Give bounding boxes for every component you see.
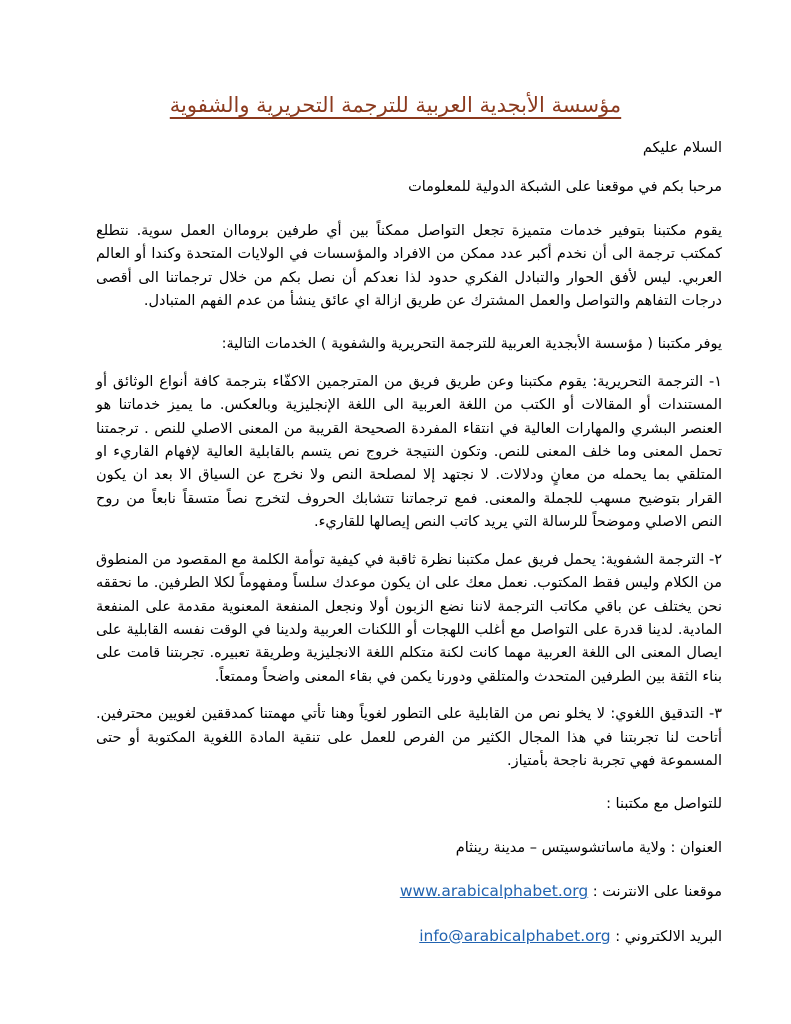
services-intro-text: يوفر مكتبنا ( مؤسسة الأبجدية العربية للترجمة التحريرية والشفوية ) الخدمات التالية: — [221, 336, 722, 353]
intro-paragraph: يقوم مكتبنا بتوفير خدمات متميزة تجعل التواصل ممكناً بين أي طرفين بروماان العمل سوية. نتطلع كمكتب ترجمة الى أن نخدم أكبر عدد ممكن من الافراد والمؤسسات في الولايات المتحدة وكندا أو العالم العربي. ليس لأفق الحوار والتبادل الفكري حدود لذا نعدكم أن نصل بكم من خلال ترجماتنا الى أقصى درجات التفاهم والتواصل والعمل المشترك عن طريق ازالة اي عائق ينشأ من عدم الفهم المتبادل. — [96, 222, 722, 310]
website-label: موقعنا على الانترنت : — [592, 884, 722, 901]
page-title: مؤسسة الأبجدية العربية للترجمة التحريرية والشفوية — [169, 93, 622, 117]
document-body — [96, 137, 722, 949]
welcome-text: مرحبا بكم في موقعنا على الشبكة الدولية للمعلومات — [408, 179, 722, 196]
page-title-container — [0, 90, 791, 120]
service-proofreading-paragraph: ٣- التدقيق اللغوي: لا يخلو نص من القابلية على التطور لغوياً وهنا تأتي مهمتنا كمدققين لغويين محترفين. أتاحت لنا تجربتنا في هذا المجال الكثير من الفرص للعمل على تنقية المادة اللغوية المكتوبة أو حتى المسموعة فهي تجربة ناجحة بأمتياز. — [96, 706, 722, 769]
service-translation-paragraph: ١- الترجمة التحريرية: يقوم مكتبنا وعن طريق فريق من المترجمين الاكفّاء بترجمة كافة أنواع الوثائق أو المستندات أو المقالات أو الكتب من اللغة العربية الى اللغة الإنجليزية وبالعكس. ما يميز خدماتنا هو العنصر البشري والمهارات العالية في انتقاء المفردة الصحيحة القريبة من المعنى الاصلي للنص . ترجمتنا تحمل المعنى وما خلف المعنى للنص. وتكون النتيجة خروج نص يتسم بالقابلية العالية لإفهام القاريء او المتلقي بما يحمله من معانٍ ودلالات. لا نجتهد إلا لمصلحة النص ولا نخرج عن السياق الا بعد ان يكون القرار بتوضيح مسهب للجملة والمعنى. فمع ترجماتنا تتشابك الحروف لتخرج نصاً متسقاً نابعاً من روح النص الاصلي وموضحاً للرسالة التي يريد كاتب النص إيصالها للقاريء. — [96, 373, 722, 531]
greeting-text: السلام عليكم — [642, 140, 722, 156]
email-label: البريد الالكتروني : — [615, 928, 722, 945]
website-line — [96, 880, 722, 904]
email-link[interactable]: info@arabicalphabet.org — [419, 926, 611, 945]
contact-heading: للتواصل مع مكتبنا : — [606, 796, 722, 813]
address-text: العنوان : ولاية ماساتشوسيتس – مدينة رينثام — [455, 839, 722, 856]
service-interpretation-paragraph: ٢- الترجمة الشفوية: يحمل فريق عمل مكتبنا نظرة ثاقبة في كيفية توأمة الكلمة مع المقصود من المنطوق من الكلام وليس فقط المكتوب. نعمل معك على ان يكون موعدك سلساً ومفهوماً لكلا الطرفين. ما نحققه نحن يختلف عن باقي مكاتب الترجمة لاننا نضع الزبون أولا ونجعل المنفعة المعنوية مقدمة على المنفعة المادية. لدينا قدرة على التواصل مع أغلب اللهجات أو اللكنات العربية ولدينا في الوقت نفسه القابلية على ايصال المعنى الى اللغة العربية مهما كانت لكنة متكلم اللغة الانجليزية وطريقة تعبيره. تجربتنا قامت على بناء الثقة بين الطرفين المتحدث والمتلقي ودورنا يكمن في بقاء المعنى واضحاً وممتعاً. — [96, 551, 722, 685]
email-line — [96, 925, 722, 949]
website-link[interactable]: www.arabicalphabet.org — [399, 882, 589, 901]
